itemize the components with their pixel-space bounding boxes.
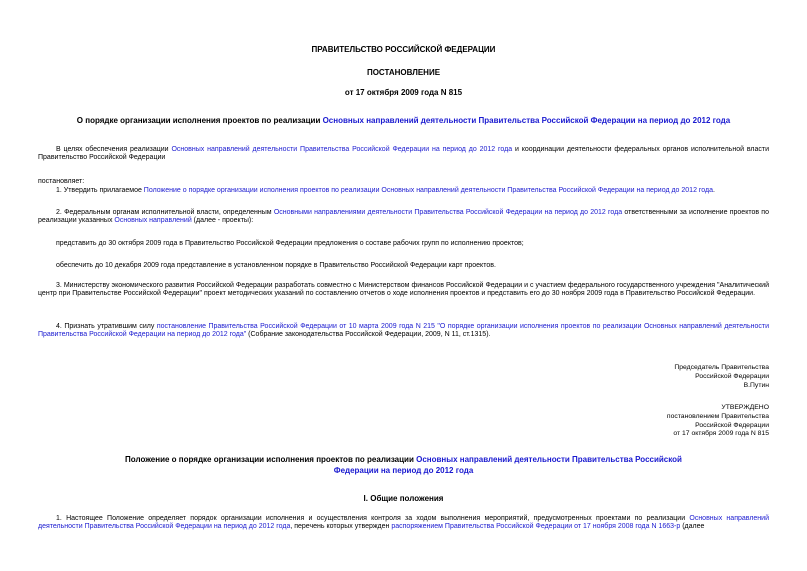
p2b-text: обеспечить до 10 декабря 2009 года представление в установленном порядке в Правительство Российской Федерации карт проектов. [56,262,496,269]
regulation-title-text: Положение о порядке организации исполнения проектов по реализации [125,455,417,464]
p4-text: 4. Признать утратившим силу [56,323,157,330]
title-text: О порядке организации исполнения проектов по реализации [76,116,323,125]
p2-text-after: (далее - проекты): [191,217,254,225]
signature-line-2: Российской Федерации [695,372,769,380]
p1-text-after: . [713,187,715,194]
approved-block [667,404,769,439]
approved-line-3: Российской Федерации [695,421,769,429]
paragraph-2b [38,262,769,270]
signature-line-1: Председатель Правительства [674,364,769,371]
p1-text: 1. Утвердить прилагаемое [56,187,144,194]
approved-line-2: постановлением Правительства [666,412,769,420]
document-type: ПОСТАНОВЛЕНИЕ [366,68,441,77]
paragraph-2 [38,209,769,226]
s1p1-link-2[interactable]: распоряжением Правительства Российской Федерации от 17 ноября 2008 года N 1663-р [391,523,681,531]
paragraph-4 [38,323,769,340]
p2-link-1[interactable]: Основными направлениями деятельности Правительства Российской Федерации на период до 2012 года [273,209,623,216]
section-heading: I. Общие положения [363,494,444,503]
postanovlyaet-text: постановляет: [38,178,85,185]
p3-text: 3. Министерству экономического развития Российской Федерации разработать совместно с Министерством финансов Российской Федерации и с участием федерального государственного учреждения "Аналитический центр при Правительстве Российской Федерации" проект методических указаний по составлению отчетов о ходе исполнения проектов и представить его до 30 ноября 2009 года в Правительство Российской Федерации. [38,282,769,298]
government-name: ПРАВИТЕЛЬСТВО РОССИЙСКОЙ ФЕДЕРАЦИИ [311,45,496,54]
document-date: от 17 октября 2009 года N 815 [344,88,463,97]
section-1-paragraph-1 [38,515,769,532]
intro-text-after: и координации деятельности федеральных органов исполнительной власти Правительство Российской Федерации [38,146,769,162]
intro-link[interactable]: Основных направлений деятельности Правительства Российской Федерации на период до 2012 года [171,146,513,153]
approved-line-4: от 17 октября 2009 года N 815 [673,430,769,438]
paragraph-1 [38,187,769,195]
intro-text: В целях обеспечения реализации [56,146,172,153]
title-link[interactable]: Основных направлений деятельности Правительства Российской Федерации на период до 2012 года [322,116,731,125]
document-title [20,116,787,125]
s1p1-text: 1. Настоящее Положение определяет порядок организации исполнения и осуществления контроля за ходом выполнения мероприятий, предусмотренных проектами по реализации [56,515,690,522]
p2a-text: представить до 30 октября 2009 года в Правительство Российской Федерации предложения о составе рабочих групп по исполнению проектов; [56,240,524,247]
s1p1-text-middle: , перечень которых утвержден [290,523,392,531]
signature-line-3: В.Путин [743,381,769,389]
paragraph-3 [38,282,769,299]
intro-paragraph [38,146,769,163]
p2-link-2[interactable]: Основных направлений [114,217,192,225]
p1-link[interactable]: Положение о порядке организации исполнения проектов по реализации Основных направлений деятельности Правительства Российской Федерации на период до 2012 года [143,187,714,194]
signature-block [674,364,769,390]
s1p1-link-1[interactable]: Основных направлений деятельности Правительства Российской Федерации на период до 2012 года [38,515,769,531]
p2-text-middle: ответственными за исполнение проектов по реализации указанных [38,209,769,225]
regulation-title [118,455,689,477]
s1p1-text-after: (далее [680,523,705,531]
approved-line-1: УТВЕРЖДЕНО [721,404,769,411]
p2-text: 2. Федеральным органам исполнительной власти, определенным [56,209,274,216]
paragraph-2a [38,240,769,248]
p4-text-after: (Собрание законодательства Российской Федерации, 2009, N 11, ст.1315). [246,331,491,339]
regulation-title-link[interactable]: Основных направлений деятельности Правительства Российской Федерации на период до 2012 года [333,455,682,475]
p4-link[interactable]: постановление Правительства Российской Федерации от 10 марта 2009 года N 215 "О порядке организации исполнения проектов по реализации Основных направлений деятельности Правительства Российской Федерации на период до 2012 года" [38,323,769,339]
